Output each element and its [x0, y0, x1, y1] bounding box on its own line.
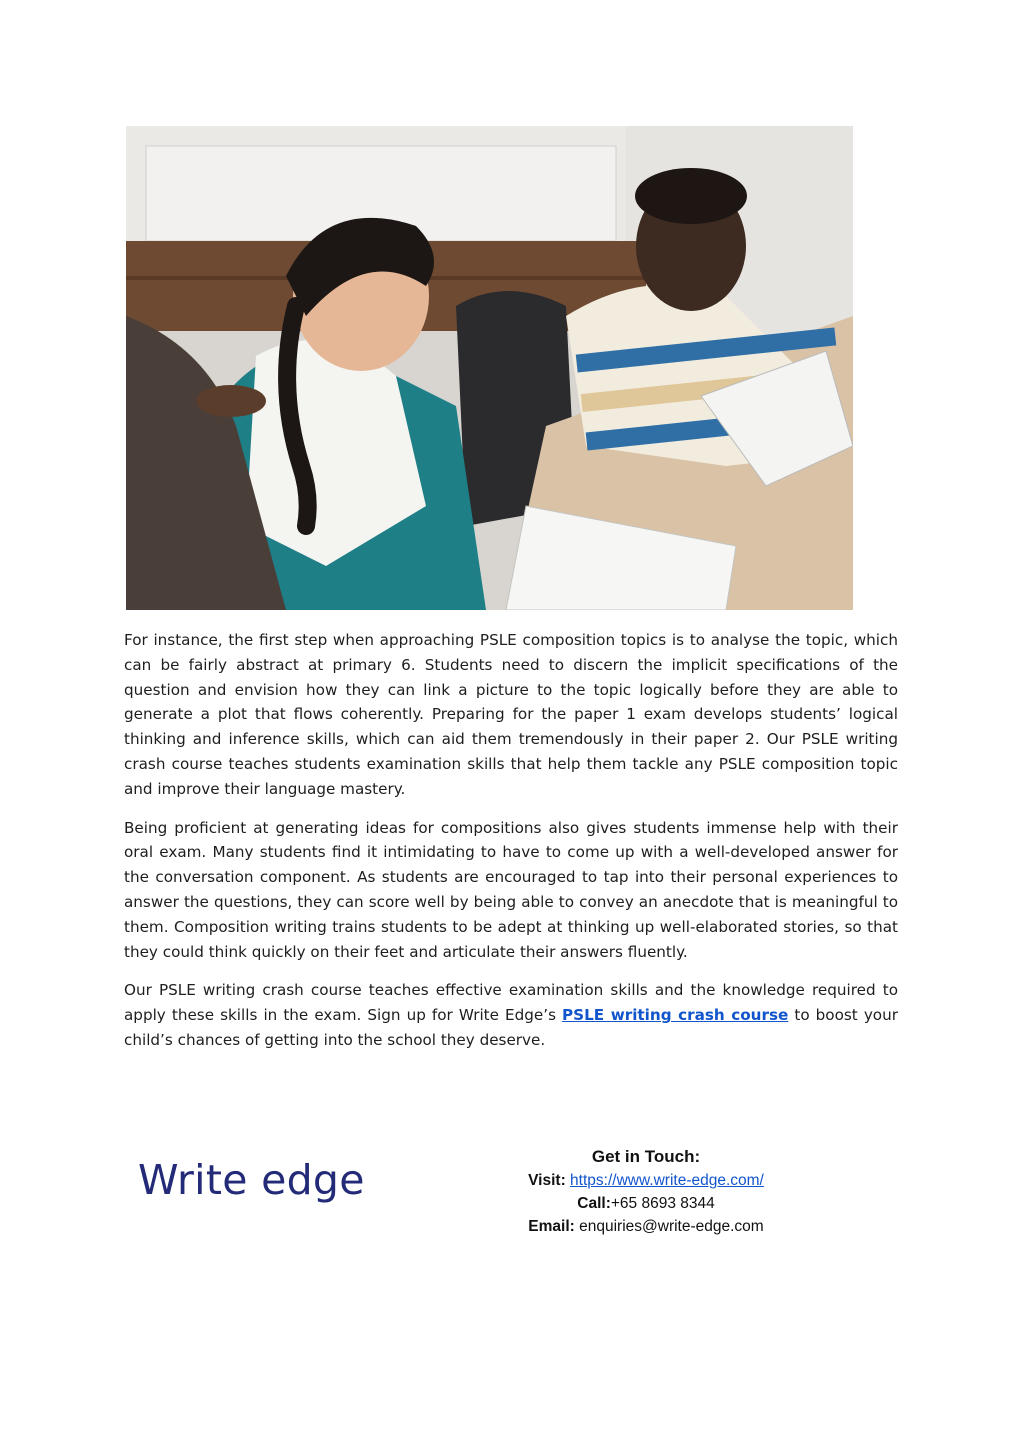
- paragraph-analyse-topic: For instance, the first step when approaching PSLE composition topics is to analyse the topic, which can be fairly abstract at primary 6. Students need to discern the implicit specifications of the question and envision how they can link a picture to the topic logically before they are able to generate a plot that flows coherently. Preparing for the paper 1 exam develops students’ logical thinking and inference skills, which can aid them tremendously in their paper 2. Our PSLE writing crash course teaches students examination skills that help them tackle any PSLE composition topic and improve their language mastery.: [124, 631, 898, 798]
- visit-label: Visit:: [528, 1172, 566, 1189]
- classroom-photo: [126, 126, 853, 610]
- logo-wordmark: Write edge: [138, 1156, 365, 1204]
- paragraph-sign-up: [124, 978, 898, 1052]
- paragraph-sign-up-text-end: to boost your child’s chances of getting into the school they deserve.: [124, 1006, 898, 1049]
- website-link[interactable]: https://www.write-edge.com/: [570, 1172, 764, 1189]
- paragraph-oral-exam: Being proficient at generating ideas for compositions also gives students immense help with their oral exam. Many students find it intimidating to have to come up with a well-developed answer for the conversation component. As students are encouraged to tap into their personal experiences to answer the questions, they can score well by being able to convey an anecdote that is meaningful to them. Composition writing trains students to be adept at thinking up well-elaborated stories, so that they could think quickly on their feet and articulate their answers fluently.: [124, 818, 898, 961]
- write-edge-logo: [138, 1150, 378, 1210]
- contact-block: [470, 1145, 822, 1238]
- contact-visit-row: [470, 1169, 822, 1192]
- contact-email-row: [470, 1215, 822, 1238]
- contact-call-row: [470, 1192, 822, 1215]
- article-body: [124, 628, 898, 1067]
- email-label: Email:: [528, 1218, 575, 1235]
- psle-crash-course-link[interactable]: PSLE writing crash course: [562, 1006, 789, 1025]
- phone-number: +65 8693 8344: [610, 1195, 715, 1212]
- contact-title: Get in Touch:: [591, 1147, 701, 1166]
- call-label: Call:: [577, 1195, 611, 1212]
- paragraph-sign-up-text-start: Our PSLE writing crash course teaches effective examination skills and the knowledge required to apply these skills in the exam. Sign up for Write Edge’s: [124, 981, 898, 1025]
- email-address: enquiries@write-edge.com: [579, 1218, 764, 1235]
